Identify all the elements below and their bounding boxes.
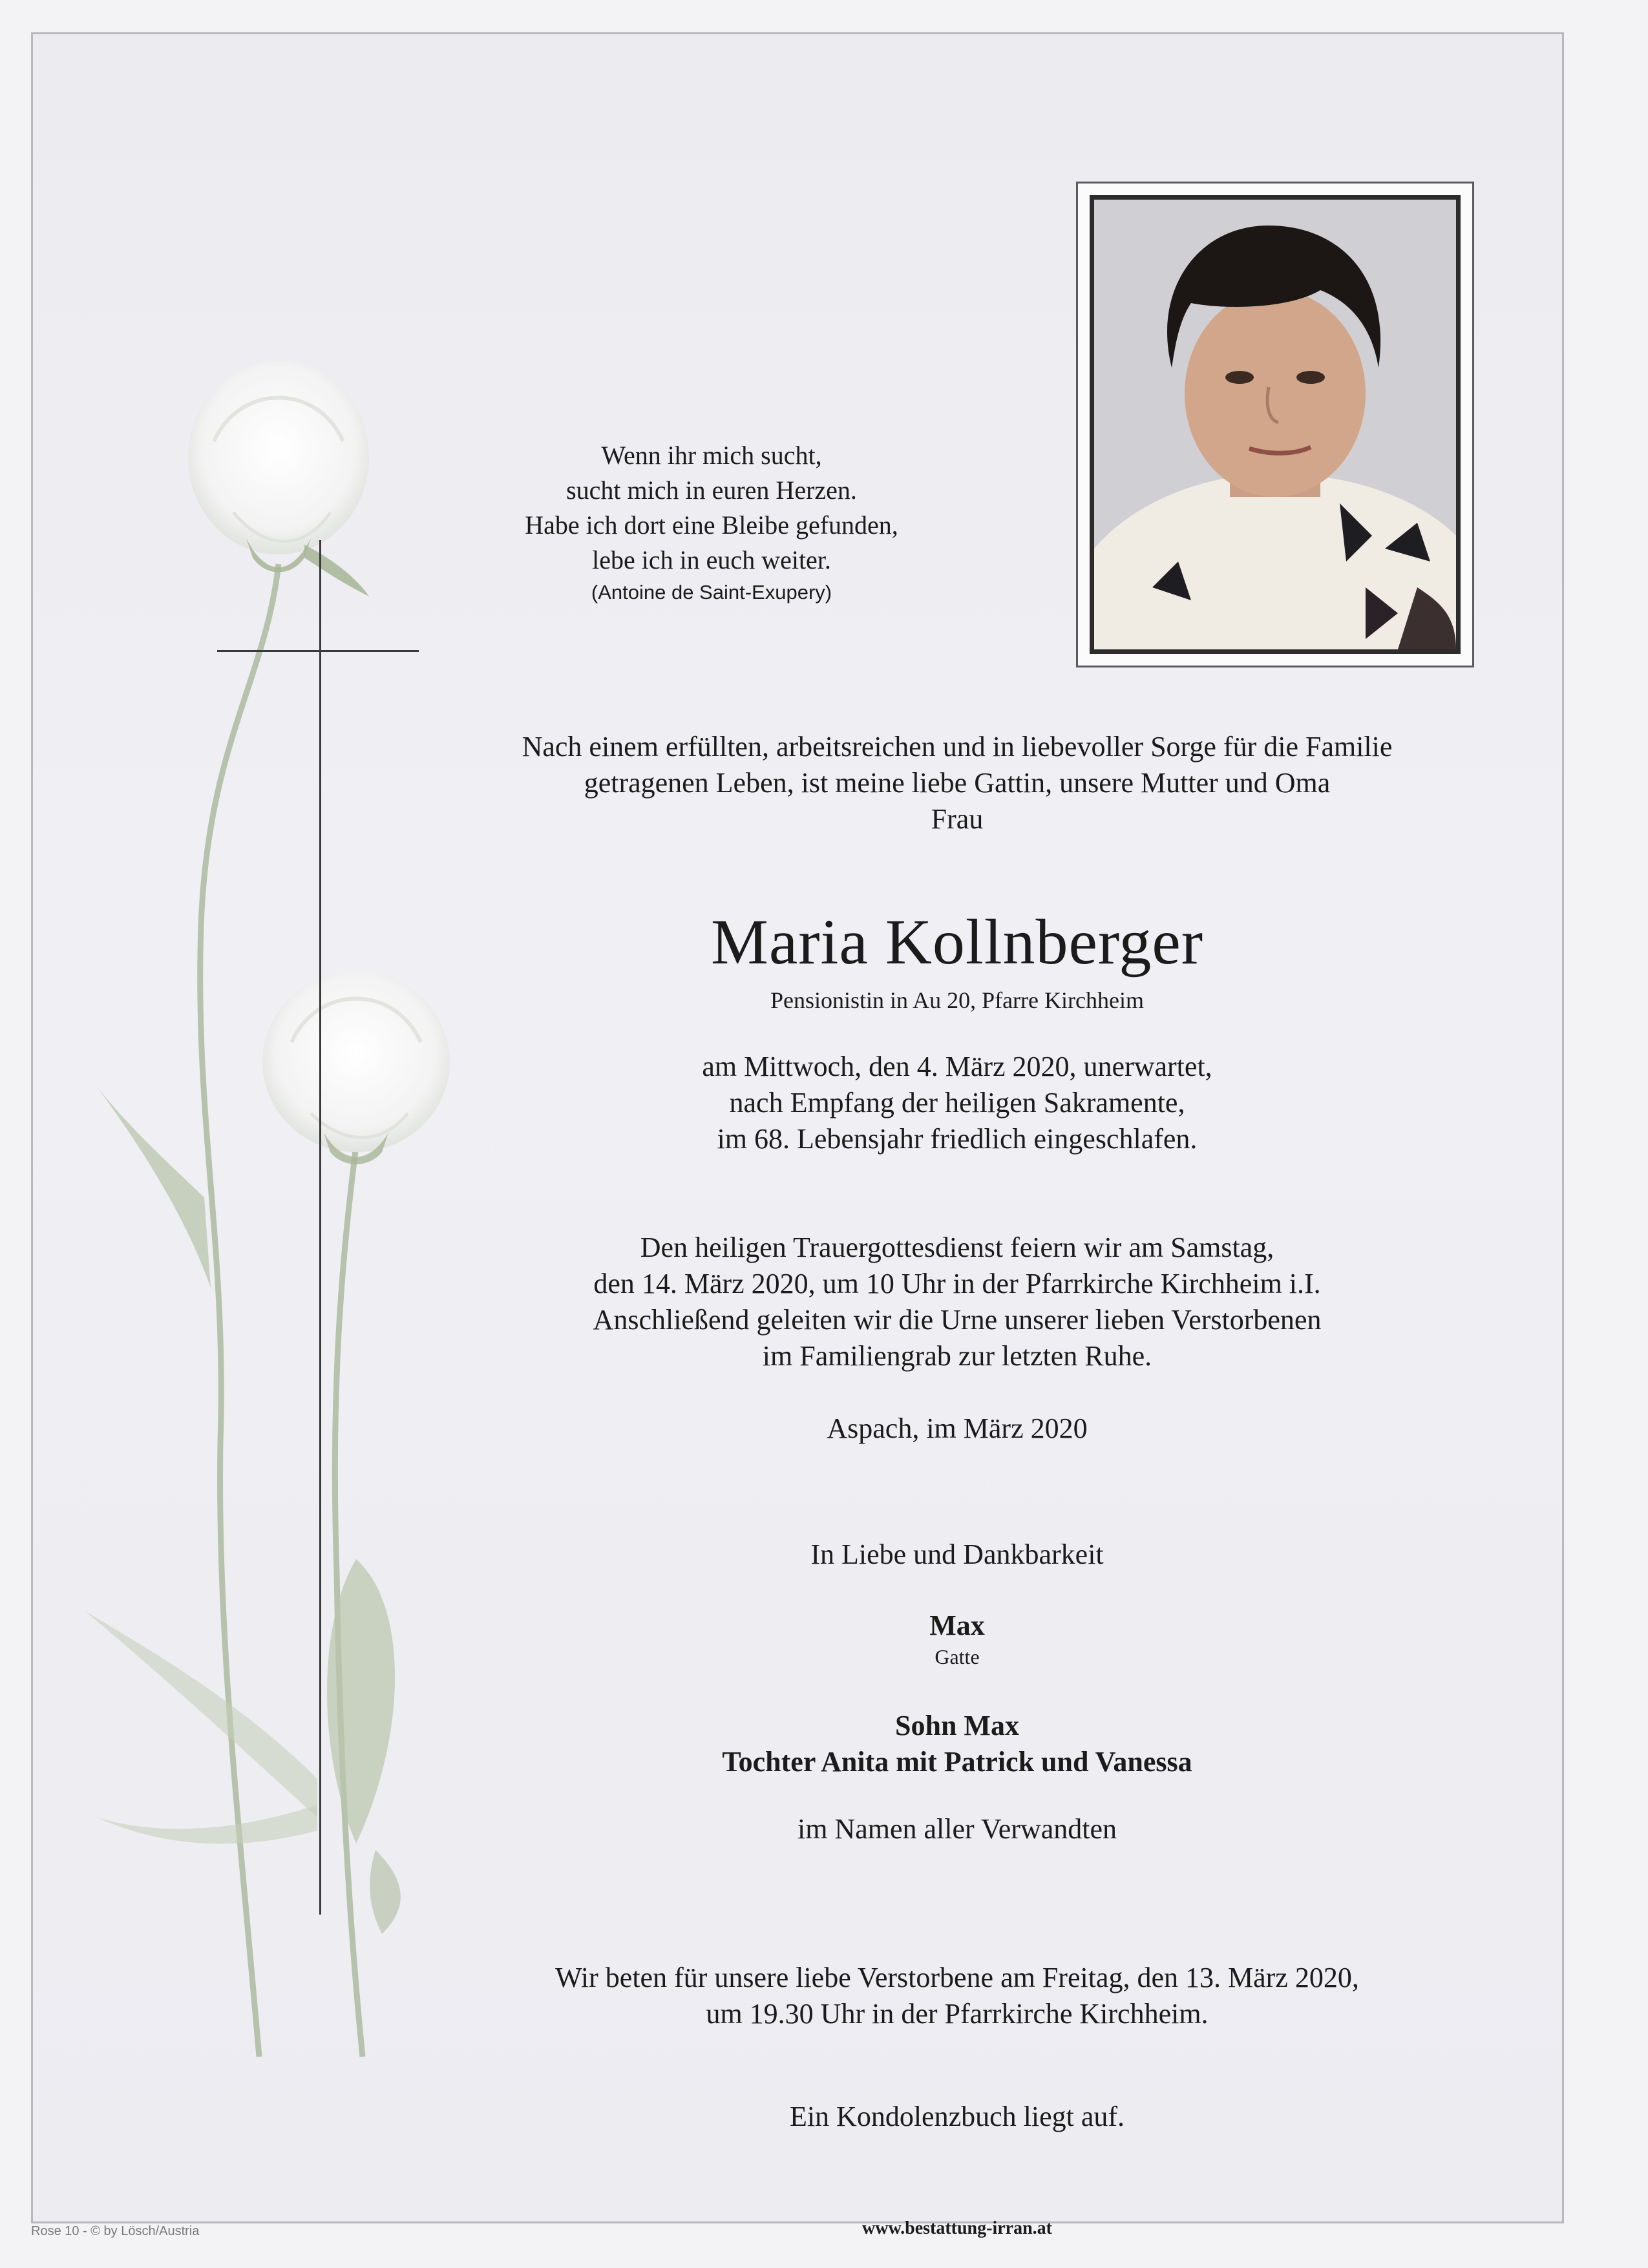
prayer-line: um 19.30 Uhr in der Pfarrkirche Kirchheim. xyxy=(706,1998,1209,2030)
mourners-family xyxy=(421,1708,1494,1780)
spouse-name: Max xyxy=(929,1610,985,1641)
service-line: Anschließend geleiten wir die Urne unserer lieben Verstorbenen xyxy=(593,1304,1322,1336)
portrait-illustration xyxy=(1094,200,1456,649)
death-line: am Mittwoch, den 4. März 2020, unerwartet, xyxy=(702,1051,1212,1082)
funeral-service xyxy=(421,1230,1494,1374)
mourners-relatives: im Namen aller Verwandten xyxy=(797,1813,1117,1845)
condolence-note: Ein Kondolenzbuch liegt auf. xyxy=(789,2101,1125,2132)
intro-line: Frau xyxy=(931,803,984,835)
death-line: im 68. Lebensjahr friedlich eingeschlafen. xyxy=(717,1123,1198,1155)
portrait-photo xyxy=(1090,195,1461,654)
death-notice xyxy=(421,1049,1494,1157)
deceased-name: Maria Kollnberger xyxy=(710,906,1204,978)
prayer-notice xyxy=(421,1960,1494,2032)
service-line: Den heiligen Trauergottesdienst feiern wir am Samstag, xyxy=(640,1232,1274,1263)
intro-line: Nach einem erfüllten, arbeitsreichen und in liebevoller Sorge für die Familie xyxy=(522,731,1393,762)
quote-line: sucht mich in euren Herzen. xyxy=(566,476,857,505)
quote-line: Habe ich dort eine Bleibe gefunden, xyxy=(525,510,898,540)
prayer-line: Wir beten für unsere liebe Verstorbene am Freitag, den 13. März 2020, xyxy=(555,1962,1359,1993)
death-line: nach Empfang der heiligen Sakramente, xyxy=(729,1087,1185,1118)
service-line: den 14. März 2020, um 10 Uhr in der Pfarrkirche Kirchheim i.I. xyxy=(593,1268,1321,1299)
website-link[interactable]: www.bestattung-irran.at xyxy=(862,2218,1052,2238)
place-date: Aspach, im März 2020 xyxy=(827,1412,1088,1444)
quote-line: lebe ich in euch weiter. xyxy=(592,545,831,574)
quote-author: (Antoine de Saint-Exupery) xyxy=(591,581,832,604)
intro-text xyxy=(421,729,1494,837)
memorial-quote xyxy=(479,438,944,607)
image-credit: Rose 10 - © by Lösch/Austria xyxy=(31,2224,200,2238)
portrait-frame xyxy=(1076,182,1474,667)
spouse-role: Gatte xyxy=(935,1645,980,1668)
service-line: im Familiengrab zur letzten Ruhe. xyxy=(762,1340,1152,1372)
intro-line: getragenen Leben, ist meine liebe Gattin, unsere Mutter und Oma xyxy=(584,767,1331,799)
mourner-daughter: Tochter Anita mit Patrick und Vanessa xyxy=(722,1746,1192,1778)
cross-vertical-beam xyxy=(319,540,321,1915)
mourners-intro: In Liebe und Dankbarkeit xyxy=(810,1538,1104,1570)
cross-horizontal-beam xyxy=(217,650,419,652)
mourner-son: Sohn Max xyxy=(895,1710,1019,1741)
deceased-subtitle: Pensionistin in Au 20, Pfarre Kirchheim xyxy=(770,987,1144,1013)
quote-line: Wenn ihr mich sucht, xyxy=(601,441,822,470)
